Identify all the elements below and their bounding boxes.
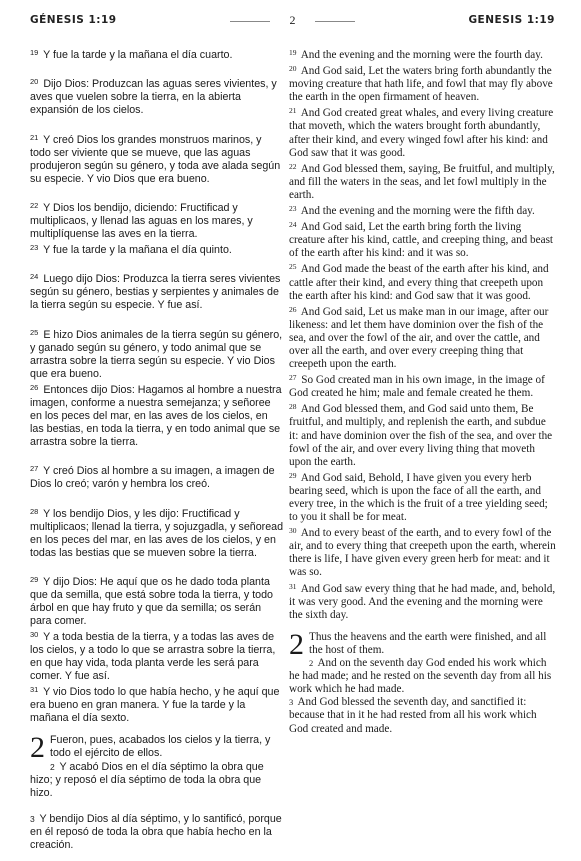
verse-number: 2 [50,761,55,772]
verse-number: 26 [289,304,297,314]
english-verse-29 [289,469,556,524]
verse-text: And God said, Let the waters bring forth abundantly the moving creature that hath life, and fowl that may fly above the earth in the open firmament of heaven. [289,65,553,104]
english-verse-24 [289,218,556,260]
verse-number: 2 [309,658,314,669]
verse-text: Y los bendijo Dios, y les dijo: Fructificad y multiplicaos; llenad la tierra, y sojuzgadla, y señoread en los peces del mar, en las aves de los cielos, y en todas las bestias que se mueven sobre la tierra. [30,507,284,559]
spanish-ch2-verse-2 [30,761,284,800]
spanish-verse-23 [30,241,284,257]
verse-number: 21 [289,106,297,116]
verse-number: 24 [30,272,39,282]
verse-text: Y bendijo Dios al día séptimo, y lo santificó, porque en él reposó de toda la obra que había hecho en la creación. [30,812,282,851]
verse-number: 3 [30,813,35,824]
header-rule-right [315,21,355,22]
verse-number: 20 [289,64,297,74]
english-verse-26 [289,303,556,371]
spanish-verse-31 [30,683,284,725]
verse-number: 20 [30,77,39,87]
english-ch2-verse-3 [289,696,556,735]
verse-text: Y acabó Dios en el día séptimo la obra que hizo; y reposó el día séptimo de toda la obra que hizo. [30,760,264,799]
english-verse-28 [289,400,556,468]
verse-text: Y dijo Dios: He aquí que os he dado toda planta que da semilla, que está sobre toda la tierra, y todo árbol en que hay fruto y que da semilla; os serán para comer. [30,575,273,628]
verse-text: And God blessed them, saying, Be fruitful, and multiply, and fill the waters in the seas, and let fowl multiply in the earth. [289,162,555,201]
verse-number: 21 [30,132,39,142]
verse-number: 23 [289,204,297,214]
verse-number: 19 [30,48,39,57]
spanish-column [30,46,284,852]
verse-number: 27 [289,373,297,383]
verse-number: 30 [30,630,39,640]
page-number: 2 [289,13,296,27]
english-verse-27 [289,371,556,400]
spanish-ch2-verse-3 [30,813,284,852]
english-ch2-verse-2 [289,657,556,696]
verse-text: E hizo Dios animales de la tierra según su género, y ganado según su género, y todo animal que se arrastra sobre la tierra según su especie. Y vio Dios que era bueno. [30,328,283,380]
verse-text: Y fue la tarde y la mañana el día quinto. [43,244,232,257]
spanish-verse-29 [30,573,284,628]
verse-text: Y creó Dios al hombre a su imagen, a imagen de Dios lo creó; varón y hembra los creó. [30,465,275,491]
verse-number: 22 [289,161,297,171]
verse-text: Fueron, pues, acabados los cielos y la tierra, y todo el ejército de ellos. [50,734,271,760]
english-verse-20 [289,62,556,104]
spanish-verse-28 [30,505,284,560]
running-header [30,8,555,30]
verse-number: 29 [289,470,297,480]
verse-text: Dijo Dios: Produzcan las aguas seres vivientes, y aves que vuelen sobre la tierra, en la abierta expansión de los cielos. [30,78,277,117]
english-verse-30 [289,524,556,579]
verse-number: 23 [30,243,39,253]
verse-text: Y vio Dios todo lo que había hecho, y he aquí que era bueno en gran manera. Y fue la tarde y la mañana el día sexto. [30,686,280,725]
english-verse-19 [289,46,556,62]
spanish-verse-20 [30,75,284,117]
verse-text: Y creó Dios los grandes monstruos marinos, y todo ser viviente que se mueve, que las aguas produjeron según su género, y toda ave alada según su especie. Y vio Dios que era bueno. [30,133,281,185]
verse-text: Thus the heavens and the earth were finished, and all the host of them. [309,630,547,656]
verse-text: So God created man in his own image, in the image of God created he him; male and female created he them. [289,374,545,400]
english-verse-23 [289,202,556,218]
verse-text: Y Dios los bendijo, diciendo: Fructificad y multiplicaos, y llenad las aguas en los mares, y multiplíquense las aves en la tierra. [30,201,253,241]
spanish-verse-21 [30,131,284,186]
spanish-verse-25 [30,326,284,381]
header-right-reference: GENESIS 1:19 [468,14,555,26]
english-verse-22 [289,160,556,202]
spanish-chapter-2 [30,734,284,852]
spanish-verse-22 [30,199,284,241]
column-gutter [287,46,288,836]
spanish-verse-26 [30,381,284,449]
english-verse-25 [289,260,556,302]
verse-text: And God blessed them, and God said unto them, Be fruitful, and multiply, and replenish the earth, and subdue it: and have dominion over the fish of the sea, and over the fowl of the air, and over every living thing that moveth upon the earth. [289,403,553,468]
chapter-number: 2 [30,734,45,765]
verse-number: 25 [30,327,39,337]
verse-text: Y fue la tarde y la mañana el día cuarto. [43,49,233,61]
english-column [289,46,556,736]
verse-number: 24 [289,220,297,230]
verse-text: Luego dijo Dios: Produzca la tierra seres vivientes según su género, bestias y serpientes y animales de la tierra según su especie. Y fue así. [30,273,281,312]
spanish-verse-19 [30,46,284,62]
verse-text: And God blessed the seventh day, and sanctified it: because that in it he had rested from all his work which God created and made. [289,696,537,735]
english-verse-21 [289,104,556,159]
verse-text: And God said, Let us make man in our image, after our likeness: and let them have dominion over the fish of the sea, and over the fowl of the air, and over the cattle, and over all the earth, and over every creeping thing that creepeth upon the earth. [289,305,549,371]
verse-text: And the evening and the morning were the fourth day. [300,49,543,61]
spanish-verse-27 [30,462,284,491]
english-chapter-2 [289,631,556,736]
verse-number: 28 [30,506,39,516]
chapter-number: 2 [289,630,304,661]
verse-number: 22 [30,200,39,210]
spanish-verse-24 [30,270,284,312]
verse-number: 3 [289,697,294,708]
verse-text: Entonces dijo Dios: Hagamos al hombre a nuestra imagen, conforme a nuestra semejanza; y señoree en los peces del mar, en las aves de los cielos, en las bestias, en toda la tierra, y en todo animal que se arrastra sobre la tierra. [30,383,282,449]
verse-text: And God said, Let the earth bring forth the living creature after his kind, cattle, and creeping thing, and beast of the earth after his kind: and it was so. [289,221,554,260]
verse-number: 30 [289,526,297,536]
verse-text: And on the seventh day God ended his work which he had made; and he rested on the seventh day from all his work which he had made. [289,657,552,696]
header-left-reference: GÉNESIS 1:19 [30,14,117,26]
verse-number: 27 [30,464,39,474]
verse-number: 26 [30,382,39,392]
verse-text: Y a toda bestia de la tierra, y a todas las aves de los cielos, y a todo lo que se arrastra sobre la tierra, en que hay vida, toda planta verde les será para comer. Y fue así. [30,631,276,683]
verse-text: And the evening and the morning were the fifth day. [300,205,535,218]
verse-text: And God created great whales, and every living creature that moveth, which the waters brought forth abundantly, after their kind, and every winged fowl after his kind: and God saw that it was good. [289,107,554,159]
english-verse-31 [289,580,556,622]
verse-text: And to every beast of the earth, and to every fowl of the air, and to every thing that creepeth upon the earth, wherein there is life, I have given every green herb for meat: and it was so. [289,527,556,579]
verse-number: 19 [289,48,297,57]
verse-number: 31 [289,581,297,591]
verse-number: 29 [30,574,39,584]
verse-number: 28 [289,402,297,412]
verse-text: And God said, Behold, I have given you every herb bearing seed, which is upon the face of all the earth, and every tree, in the which is the fruit of a tree yielding seed; to you it shall be for meat. [289,471,548,524]
spanish-ch2-verse-1 [30,734,284,765]
english-ch2-verse-1 [289,630,556,661]
verse-number: 25 [289,262,297,272]
spanish-verse-30 [30,628,284,683]
verse-text: And God saw every thing that he had made, and, behold, it was very good. And the evening and the morning were the sixth day. [289,582,556,621]
verse-text: And God made the beast of the earth after his kind, and cattle after their kind, and every thing that creepeth upon the earth after his kind: and God saw that it was good. [289,263,549,302]
verse-number: 31 [30,685,39,695]
